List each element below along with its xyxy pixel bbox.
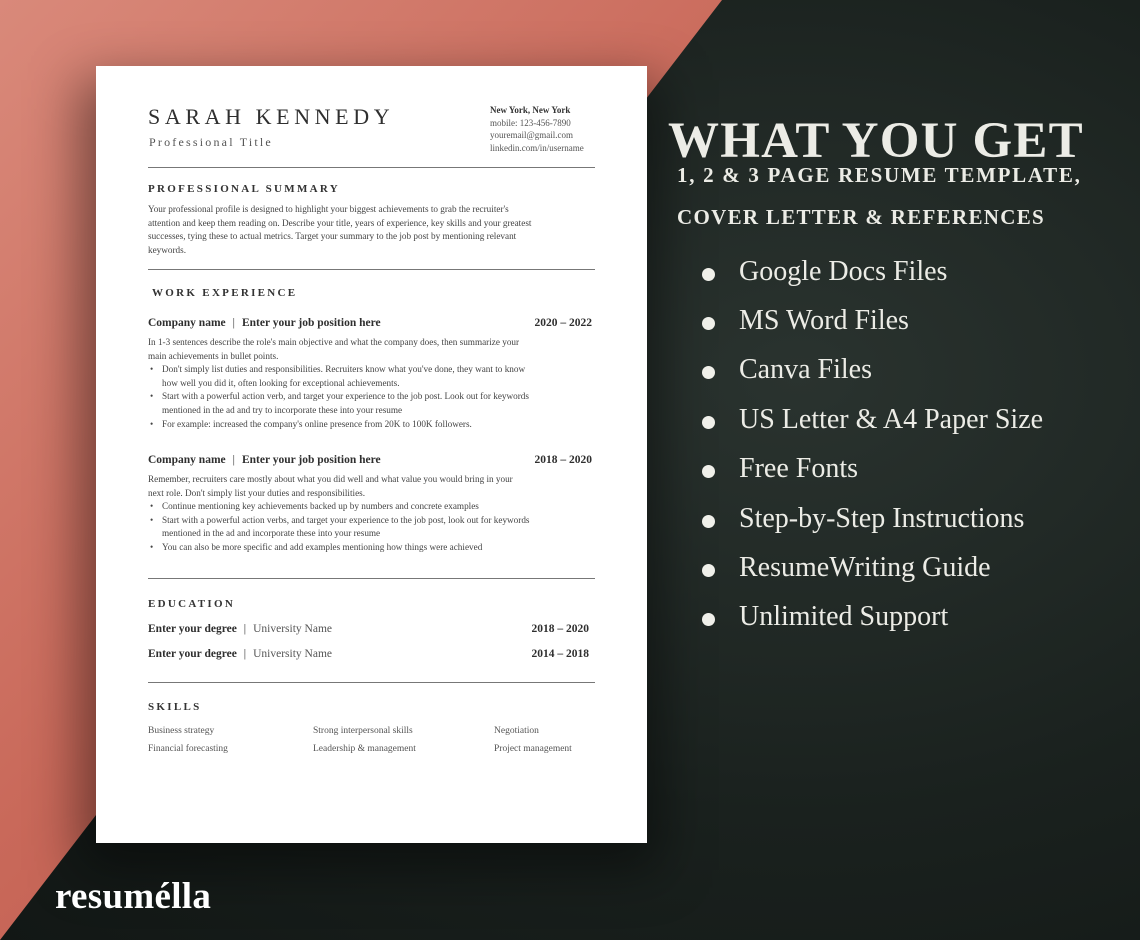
summary-heading: PROFESSIONAL SUMMARY	[148, 183, 340, 195]
job-header	[148, 454, 592, 466]
bullet-line: mentioned in the ad and incorporate these into your resume	[162, 528, 381, 539]
separator: |	[232, 454, 235, 466]
bullet-line: mentioned in the ad and try to incorporate these into your resume	[162, 405, 403, 416]
summary-line: Your professional profile is designed to highlight your biggest achievements to grab the recruiter's	[148, 204, 509, 214]
education-row	[148, 648, 589, 660]
separator: |	[232, 317, 235, 329]
experience-heading: WORK EXPERIENCE	[152, 287, 298, 299]
contact-linkedin: linkedin.com/in/username	[490, 142, 584, 153]
summary-line: successes, tying these to actual metrics. Target your summary to the job post by mentioning relevant	[148, 231, 517, 242]
brand-logo: resumélla	[55, 876, 212, 917]
bullet-dot-icon	[702, 268, 715, 281]
resume-title: Professional Title	[149, 135, 273, 149]
divider	[148, 682, 595, 683]
job-dates: 2020 – 2022	[534, 317, 592, 329]
job-intro	[148, 336, 598, 363]
degree: Enter your degree	[148, 648, 237, 660]
bullet-line: • Start with a powerful action verbs, and target your experience to the job post, look out for keywords	[162, 514, 530, 525]
bullet-item	[148, 514, 598, 541]
education-dates: 2018 – 2020	[531, 623, 589, 635]
bullet-dot-icon	[702, 416, 715, 429]
feature-label: Canva Files	[739, 354, 872, 385]
bullet-line: how well you did it, often looking for exceptional achievements.	[162, 377, 400, 388]
bullet-dot-icon	[702, 564, 715, 577]
promo-subline: 1, 2 & 3 PAGE RESUME TEMPLATE,	[677, 163, 1082, 187]
contact-block	[490, 104, 584, 154]
bullet-line: • Start with a powerful action verb, and target your experience to the job post. Look out for keywords	[162, 391, 529, 402]
promo-headline: WHAT YOU GET	[668, 113, 1084, 169]
bullet-dot-icon	[702, 317, 715, 330]
bullet-line: • Don't simply list duties and responsibilities. Recruiters know what you've done, they want to know	[162, 364, 526, 374]
bullet-line: • Continue mentioning key achievements backed up by numbers and concrete examples	[162, 501, 479, 511]
job-position: Enter your job position here	[241, 317, 381, 329]
job-intro	[148, 473, 598, 500]
job-header	[148, 317, 592, 329]
job-intro-line: next role. Don't simply list your duties and responsibilities.	[148, 487, 366, 498]
bullet-line: • You can also be more specific and add examples mentioning how things were achieved	[162, 542, 483, 553]
skill-item: Business strategy	[148, 726, 215, 736]
resume-page	[96, 66, 647, 843]
bullet-item	[148, 363, 598, 390]
separator: |	[243, 623, 247, 635]
education-heading: EDUCATION	[148, 598, 236, 610]
job-intro-line: In 1-3 sentences describe the role's main objective and what the company does, then summarize your	[148, 337, 520, 347]
summary-text	[148, 203, 598, 258]
skill-item: Leadership & management	[313, 744, 416, 754]
summary-line: keywords.	[148, 245, 187, 256]
university: University Name	[253, 648, 332, 660]
university: University Name	[253, 623, 332, 635]
education-row	[148, 623, 589, 635]
feature-label: Unlimited Support	[739, 601, 949, 632]
bullet-dot-icon	[702, 515, 715, 528]
skill-item: Strong interpersonal skills	[313, 726, 413, 736]
skill-item: Project management	[494, 744, 572, 754]
contact-mobile: mobile: 123-456-7890	[490, 117, 571, 128]
feature-label: Free Fonts	[739, 453, 858, 484]
bullet-dot-icon	[702, 465, 715, 478]
bullet-line: • For example: increased the company's online presence from 20K to 100K followers.	[162, 418, 472, 429]
separator: |	[243, 648, 247, 660]
skill-item: Financial forecasting	[148, 744, 228, 754]
feature-label: Google Docs Files	[739, 256, 948, 287]
company-name: Company name	[148, 317, 226, 329]
contact-email: youremail@gmail.com	[490, 130, 574, 140]
bullet-item	[148, 418, 598, 432]
education-dates: 2014 – 2018	[531, 648, 589, 660]
summary-line: attention and keep them reading on. Describe your title, years of experience, key skills and your greatest	[148, 217, 532, 228]
company-name: Company name	[148, 454, 226, 466]
contact-city: New York, New York	[490, 105, 571, 115]
job-bullets	[148, 500, 598, 555]
bullet-item	[148, 500, 598, 514]
promo-subline: COVER LETTER & REFERENCES	[677, 205, 1045, 229]
divider	[148, 578, 595, 579]
bullet-item	[148, 390, 598, 417]
bullet-dot-icon	[702, 613, 715, 626]
skill-item: Negotiation	[494, 726, 539, 736]
job-position: Enter your job position here	[241, 454, 381, 466]
job-dates: 2018 – 2020	[534, 454, 592, 466]
feature-label: MS Word Files	[739, 305, 909, 336]
bullet-item	[148, 541, 598, 555]
job-intro-line: main achievements in bullet points.	[148, 350, 279, 361]
bullet-dot-icon	[702, 366, 715, 379]
divider	[148, 269, 595, 270]
job-intro-line: Remember, recruiters care mostly about what you did well and what value you would bring in your	[148, 474, 513, 484]
skills-heading: SKILLS	[148, 701, 202, 713]
resume-name: SARAH KENNEDY	[148, 104, 395, 129]
feature-label: Step-by-Step Instructions	[739, 503, 1025, 534]
degree: Enter your degree	[148, 623, 237, 635]
feature-label: ResumeWriting Guide	[739, 552, 991, 583]
divider	[148, 167, 595, 168]
job-bullets	[148, 363, 598, 432]
feature-label: US Letter & A4 Paper Size	[739, 404, 1044, 435]
